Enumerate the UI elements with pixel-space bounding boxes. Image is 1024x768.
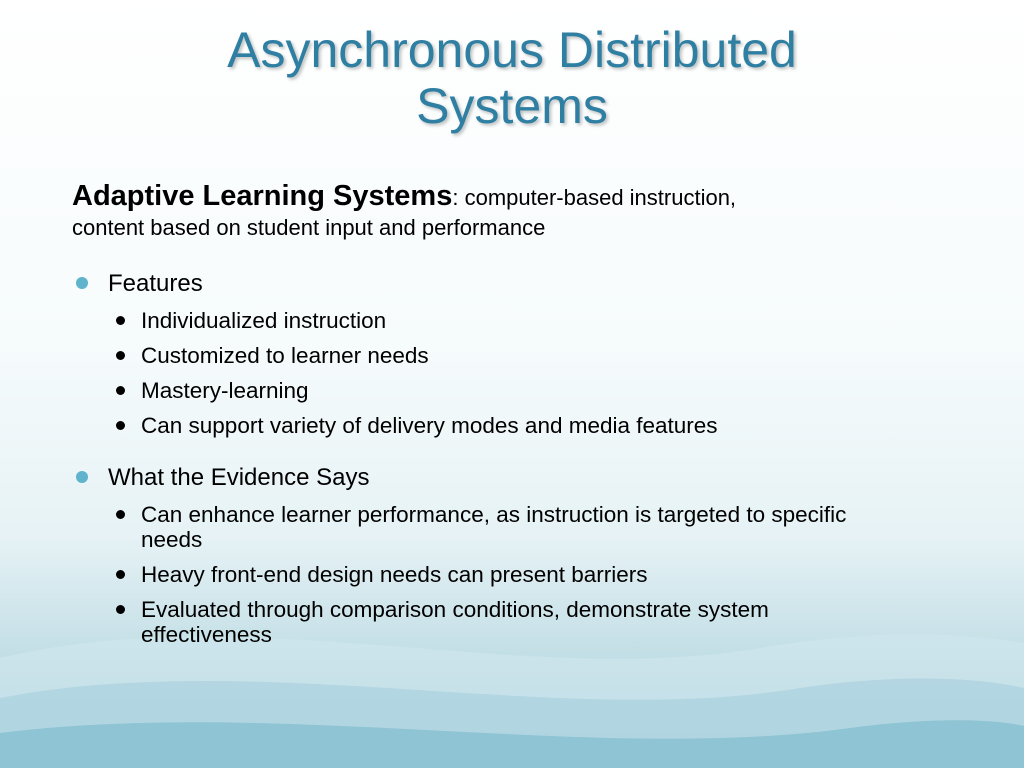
bullet-icon — [116, 351, 125, 360]
bullet-icon — [76, 277, 88, 289]
bullet-icon — [116, 421, 125, 430]
section-evidence — [72, 464, 952, 647]
list-item-label: Individualized instruction — [141, 308, 387, 333]
list-item-label: Can support variety of delivery modes and media features — [141, 413, 718, 438]
list-item — [116, 378, 952, 403]
list-item-label: Customized to learner needs — [141, 343, 429, 368]
bullet-icon — [116, 386, 125, 395]
list-item — [116, 413, 952, 438]
bullet-icon — [116, 510, 125, 519]
slide-title-line1: Asynchronous Distributed — [227, 22, 797, 78]
intro-definition-part1: computer-based instruction, — [458, 185, 737, 210]
bullet-icon — [76, 471, 88, 483]
list-item — [116, 597, 952, 647]
intro-term: Adaptive Learning Systems — [72, 180, 453, 212]
intro-separator: : — [452, 185, 459, 210]
bullet-icon — [116, 316, 125, 325]
section-heading-label: What the Evidence Says — [108, 464, 370, 491]
section-features — [72, 270, 952, 438]
slide-title — [0, 22, 1024, 134]
list-item-label: Heavy front-end design needs can present barriers — [141, 562, 648, 587]
list-item-label: Mastery-learning — [141, 378, 309, 403]
section-heading — [72, 270, 952, 298]
bullet-icon — [116, 570, 125, 579]
list-item-label: Can enhance learner performance, as instruction is targeted to specific needs — [141, 502, 847, 552]
list-item — [116, 562, 952, 587]
section-heading — [72, 464, 952, 492]
intro-paragraph — [72, 180, 952, 241]
list-item-label: Evaluated through comparison conditions, demonstrate system effectiveness — [141, 597, 769, 647]
section-heading-label: Features — [108, 270, 203, 297]
list-item — [116, 308, 952, 333]
list-item — [116, 502, 952, 552]
slide-title-line2: Systems — [416, 78, 608, 134]
list-item — [116, 343, 952, 368]
intro-definition-part2: content based on student input and performance — [72, 215, 546, 240]
bullet-icon — [116, 605, 125, 614]
